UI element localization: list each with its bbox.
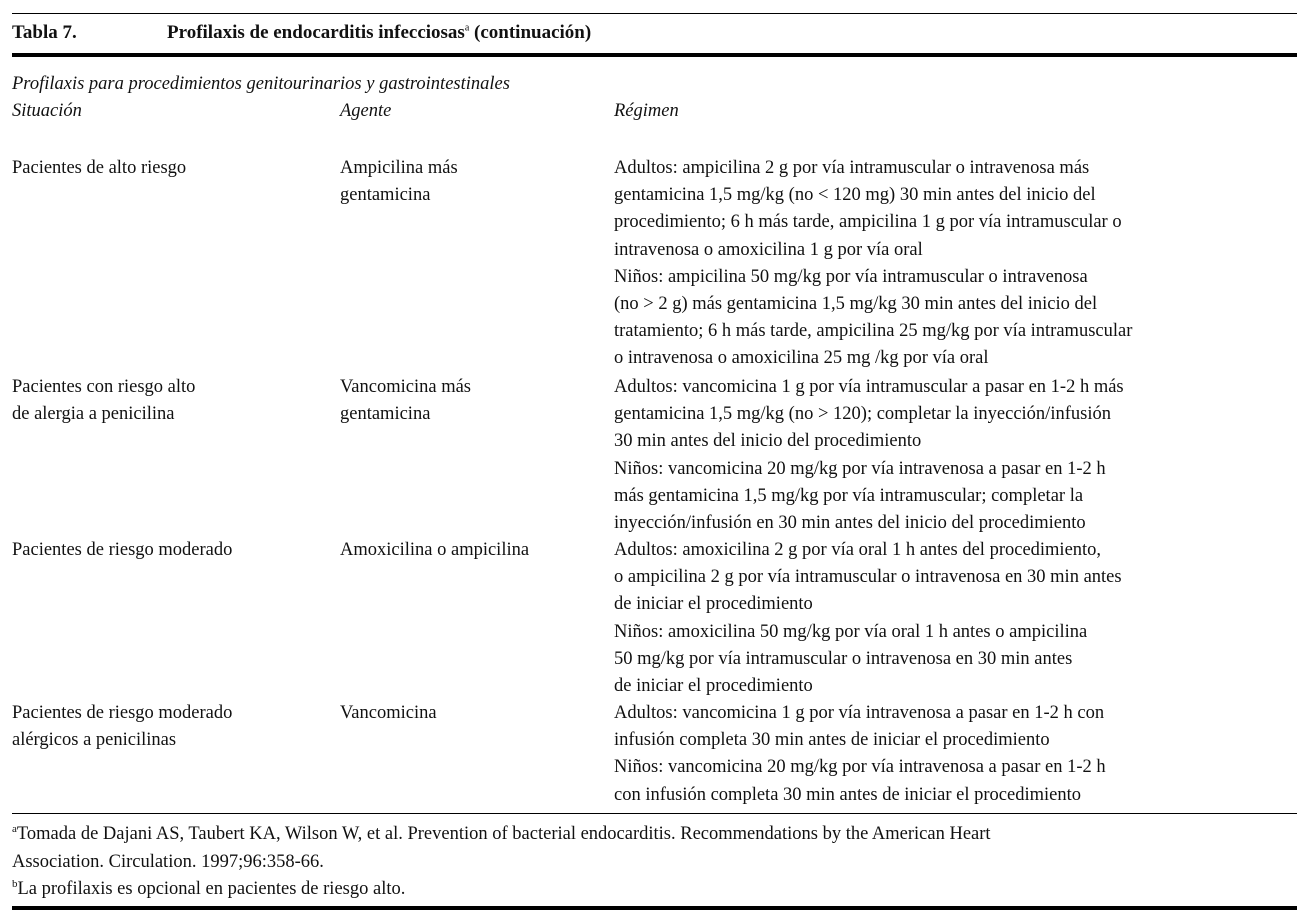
footnote-line (12, 821, 991, 848)
agent-cell (340, 155, 458, 209)
text-line: 30 min antes del inicio del procedimiento (614, 431, 922, 452)
table-label: Tabla 7. (12, 22, 77, 43)
text-line: o ampicilina 2 g por vía intramuscular o intravenosa en 30 min antes (614, 567, 1122, 588)
table-title-suffix: (continuación) (469, 22, 592, 43)
text-line: gentamicina (340, 404, 431, 425)
text-line: Vancomicina (340, 703, 437, 723)
section-heading: Profilaxis para procedimientos genitourinarios y gastrointestinales (12, 74, 510, 94)
footnote-text: Association. Circulation. 1997;96:358-66. (12, 851, 324, 872)
text-line: inyección/infusión en 30 min antes del inicio del procedimiento (614, 513, 1086, 534)
text-line: de iniciar el procedimiento (614, 676, 813, 697)
text-line: Vancomicina más (340, 377, 471, 397)
text-line: Ampicilina más (340, 158, 458, 178)
situation-cell (12, 374, 195, 428)
title-footnote-mark: a (464, 22, 470, 34)
text-line: (no > 2 g) más gentamicina 1,5 mg/kg 30 min antes del inicio del (614, 294, 1098, 315)
text-line: Pacientes de riesgo moderado (12, 540, 233, 560)
agent-cell (340, 700, 437, 727)
situation-cell (12, 700, 232, 754)
bottom-rule (12, 906, 1297, 910)
footnote-line (12, 849, 324, 876)
text-line: alérgicos a penicilinas (12, 730, 177, 751)
text-line: infusión completa 30 min antes de iniciar el procedimiento (614, 730, 1050, 751)
footnote-mark: b (12, 877, 18, 890)
footer-rule (12, 813, 1297, 814)
text-line: o intravenosa o amoxicilina 25 mg /kg por vía oral (614, 348, 989, 369)
text-line: más gentamicina 1,5 mg/kg por vía intramuscular; completar la (614, 485, 1084, 506)
text-line: de alergia a penicilina (12, 404, 175, 425)
text-line: Niños: vancomicina 20 mg/kg por vía intravenosa a pasar en 1-2 h (614, 757, 1106, 778)
text-line: con infusión completa 30 min antes de iniciar el procedimiento (614, 784, 1081, 805)
text-line: Niños: amoxicilina 50 mg/kg por vía oral 1 h antes o ampicilina (614, 621, 1088, 642)
regimen-cell (614, 155, 1132, 373)
situation-cell (12, 155, 186, 182)
table-title (167, 22, 591, 44)
text-line: gentamicina (340, 185, 431, 206)
footnote-mark: a (12, 822, 17, 835)
text-line: Niños: vancomicina 20 mg/kg por vía intravenosa a pasar en 1-2 h (614, 458, 1106, 479)
text-line: Niños: ampicilina 50 mg/kg por vía intramuscular o intravenosa (614, 266, 1088, 287)
footnote-line (12, 876, 405, 903)
text-line: gentamicina 1,5 mg/kg (no > 120); completar la inyección/infusión (614, 404, 1111, 425)
text-line: procedimiento; 6 h más tarde, ampicilina 1 g por vía intramuscular o (614, 212, 1122, 233)
text-line: gentamicina 1,5 mg/kg (no < 120 mg) 30 min antes del inicio del (614, 185, 1096, 206)
footnote-text: La profilaxis es opcional en pacientes de riesgo alto. (17, 879, 406, 899)
agent-cell (340, 537, 529, 564)
situation-cell (12, 537, 232, 564)
text-line: Pacientes de alto riesgo (12, 158, 187, 178)
header-rule (12, 53, 1297, 57)
text-line: Pacientes con riesgo alto (12, 377, 196, 397)
text-line: Adultos: vancomicina 1 g por vía intravenosa a pasar en 1-2 h con (614, 703, 1105, 723)
table-title-text: Profilaxis de endocarditis infecciosas (167, 22, 465, 43)
regimen-cell (614, 537, 1122, 700)
top-rule (12, 13, 1297, 14)
text-line: Adultos: vancomicina 1 g por vía intramuscular a pasar en 1-2 h más (614, 377, 1124, 397)
column-header-regimen: Régimen (614, 101, 679, 121)
text-line: intravenosa o amoxicilina 1 g por vía oral (614, 239, 923, 260)
text-line: Adultos: ampicilina 2 g por vía intramuscular o intravenosa más (614, 158, 1090, 178)
text-line: 50 mg/kg por vía intramuscular o intravenosa en 30 min antes (614, 648, 1073, 669)
regimen-cell (614, 374, 1124, 537)
column-header-agent: Agente (340, 101, 392, 121)
text-line: Amoxicilina o ampicilina (340, 540, 530, 560)
text-line: Adultos: amoxicilina 2 g por vía oral 1 h antes del procedimiento, (614, 540, 1102, 560)
agent-cell (340, 374, 471, 428)
text-line: de iniciar el procedimiento (614, 594, 813, 615)
regimen-cell (614, 700, 1106, 809)
text-line: Pacientes de riesgo moderado (12, 703, 233, 723)
footnote-text: Tomada de Dajani AS, Taubert KA, Wilson W, et al. Prevention of bacterial endocarditis. Recommendations by the American Heart (16, 824, 991, 844)
text-line: tratamiento; 6 h más tarde, ampicilina 25 mg/kg por vía intramuscular (614, 321, 1133, 342)
column-header-situation: Situación (12, 101, 82, 121)
